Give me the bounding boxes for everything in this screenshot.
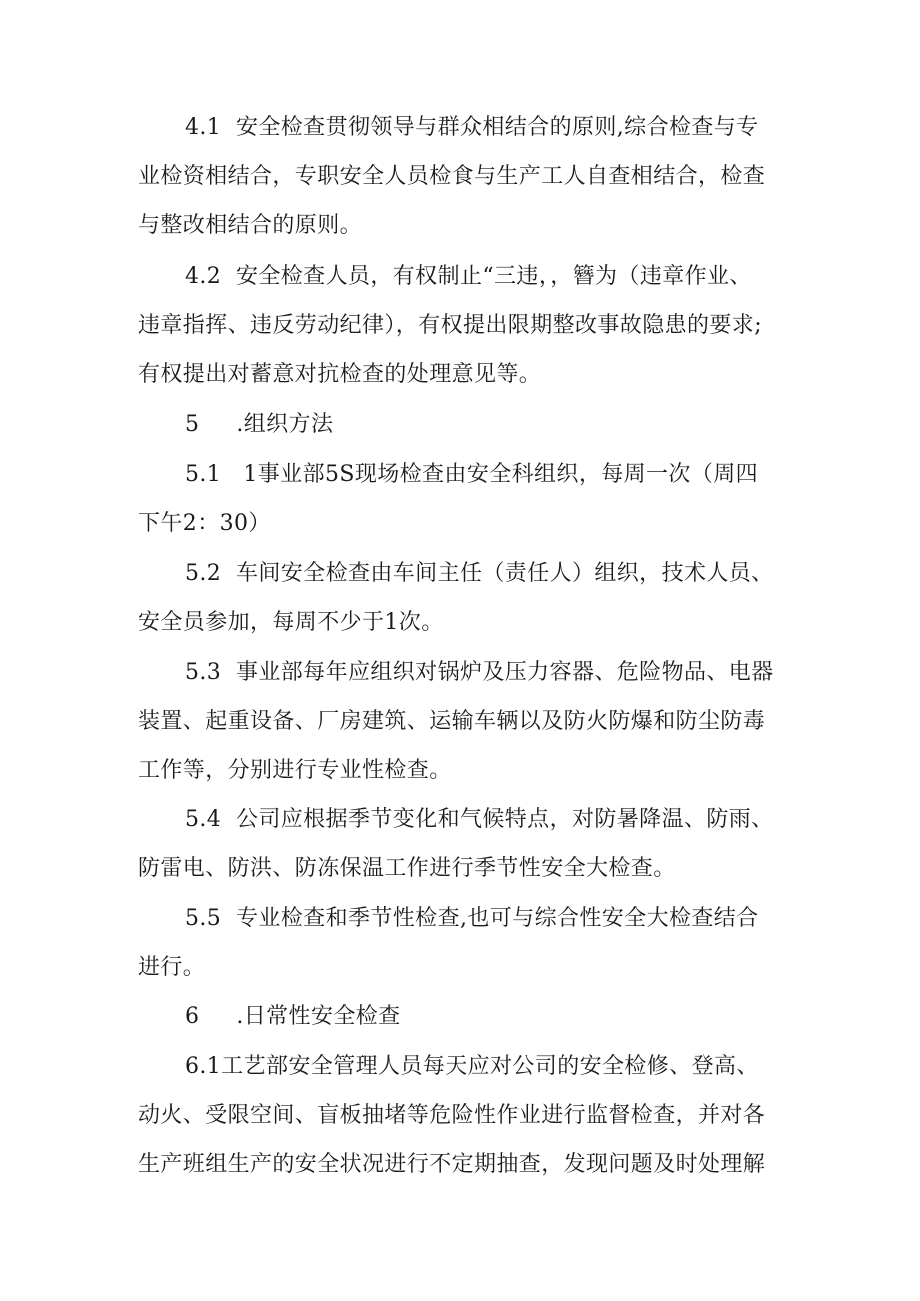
- para-4-2-line-2: 违章指挥、违反劳动纪律），有权提出限期整改事故隐患的要求;: [138, 313, 763, 338]
- para-5-5-line-2: 进行。: [138, 955, 206, 980]
- section-5-heading: 5 .组织方法: [185, 412, 334, 437]
- para-5-2-line-1: 5.2 车间安全检查由车间主任（责任人）组织，技术人员、: [185, 561, 774, 586]
- para-6-1-line-2: 动火、受限空间、盲板抽堵等危险性作业进行监督检查，并对各: [138, 1103, 766, 1128]
- para-5-4-line-2: 防雷电、防洪、防冻保温工作进行季节性安全大检查。: [138, 856, 676, 881]
- para-4-2-line-1: 4.2 安全检查人员，有权制止“三违，，簪为（违章作业、: [185, 264, 752, 289]
- para-5-3-line-1: 5.3 事业部每年应组织对锅炉及压力容器、危险物品、电器: [185, 660, 774, 685]
- para-4-2-line-3: 有权提出对蓄意对抗检查的处理意见等。: [138, 362, 542, 387]
- para-5-3-line-3: 工作等，分别进行专业性检查。: [138, 758, 452, 783]
- para-5-1-line-1: 5.1 1事业部5S现场检查由安全科组织，每周一次（周四: [185, 462, 759, 487]
- para-5-5-line-1: 5.5 专业检查和季节性检查,也可与综合性安全大检查结合: [185, 906, 759, 931]
- para-4-1-line-2: 业检资相结合，专职安全人员检食与生产工人自查相结合，检查: [138, 164, 766, 189]
- para-5-2-line-2: 安全员参加，每周不少于1次。: [138, 610, 444, 635]
- para-5-4-line-1: 5.4 公司应根据季节变化和气候特点，对防暑降温、防雨、: [185, 807, 774, 832]
- para-4-1-line-1: 4.1 安全检查贯彻领导与群众相结合的原则,综合检查与专: [185, 115, 759, 140]
- para-6-1-line-1: 6.1工艺部安全管理人员每天应对公司的安全检修、登高、: [185, 1054, 759, 1079]
- para-6-1-line-3: 生产班组生产的安全状况进行不定期抽查，发现问题及时处理解: [138, 1152, 766, 1177]
- section-6-heading: 6 .日常性安全检查: [185, 1004, 401, 1029]
- para-5-1-line-2: 下午2：30）: [138, 511, 271, 536]
- para-5-3-line-2: 装置、起重设备、厂房建筑、运输车辆以及防火防爆和防尘防毒: [138, 709, 766, 734]
- para-4-1-line-3: 与整改相结合的原则。: [138, 213, 363, 238]
